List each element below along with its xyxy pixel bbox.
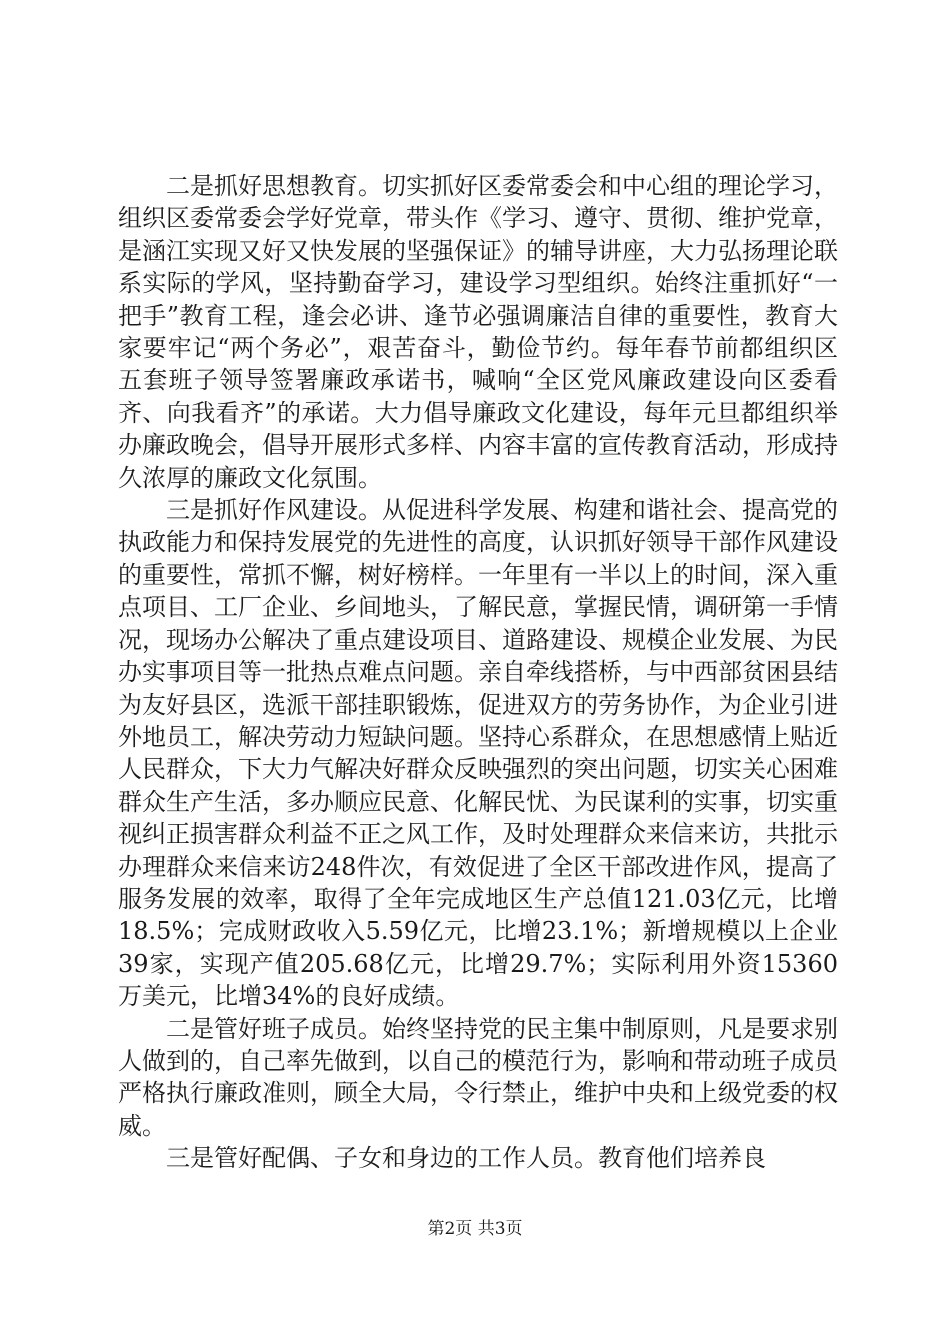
paragraph-thought-education: 二是抓好思想教育。切实抓好区委常委会和中心组的理论学习，组织区委常委会学好党章，带头作《学习、遵守、贯彻、维护党章，是涵江实现又好又快发展的坚强保证》的辅导讲座，大力弘扬理论联系实际的学风，坚持勤奋学习，建设学习型组织。始终注重抓好“一把手”教育工程，逢会必讲、逢节必强调廉洁自律的重要性，教育大家要牢记“两个务必”，艰苦奋斗，勤俭节约。每年春节前都组织区五套班子领导签署廉政承诺书，喊响“全区党风廉政建设向区委看齐、向我看齐”的承诺。大力倡导廉政文化建设，每年元旦都组织举办廉政晚会，倡导开展形式多样、内容丰富的宣传教育活动，形成持久浓厚的廉政文化氛围。: [118, 172, 838, 492]
document-body: [118, 170, 838, 1175]
paragraph-family-staff: 三是管好配偶、子女和身边的工作人员。教育他们培养良: [166, 1144, 766, 1173]
paragraph-work-style: 三是抓好作风建设。从促进科学发展、构建和谐社会、提高党的执政能力和保持发展党的先进性的高度，认识抓好领导干部作风建设的重要性，常抓不懈，树好榜样。一年里有一半以上的时间，深入重点项目、工厂企业、乡间地头，了解民意，掌握民情，调研第一手情况，现场办公解决了重点建设项目、道路建设、规模企业发展、为民办实事项目等一批热点难点问题。亲自牵线搭桥，与中西部贫困县结为友好县区，选派干部挂职锻炼，促进双方的劳务协作，为企业引进外地员工，解决劳动力短缺问题。坚持心系群众，在思想感情上贴近人民群众，下大力气解决好群众反映强烈的突出问题，切实关心困难群众生产生活，多办顺应民意、化解民忧、为民谋利的实事，切实重视纠正损害群众利益不正之风工作，及时处理群众来信来访，共批示办理群众来信来访248件次，有效促进了全区干部改进作风，提高了服务发展的效率，取得了全年完成地区生产总值121.03亿元，比增18.5%；完成财政收入5.59亿元，比增23.1%；新增规模以上企业39家，实现产值205.68亿元，比增29.7%；实际利用外资15360万美元，比增34%的良好成绩。: [118, 496, 838, 1011]
paragraph-team-members: 二是管好班子成员。始终坚持党的民主集中制原则，凡是要求别人做到的，自己率先做到，以自己的模范行为，影响和带动班子成员严格执行廉政准则，顾全大局，令行禁止，维护中央和上级党委的权威。: [118, 1014, 838, 1140]
page-footer: 第2页 共3页: [427, 1219, 523, 1239]
